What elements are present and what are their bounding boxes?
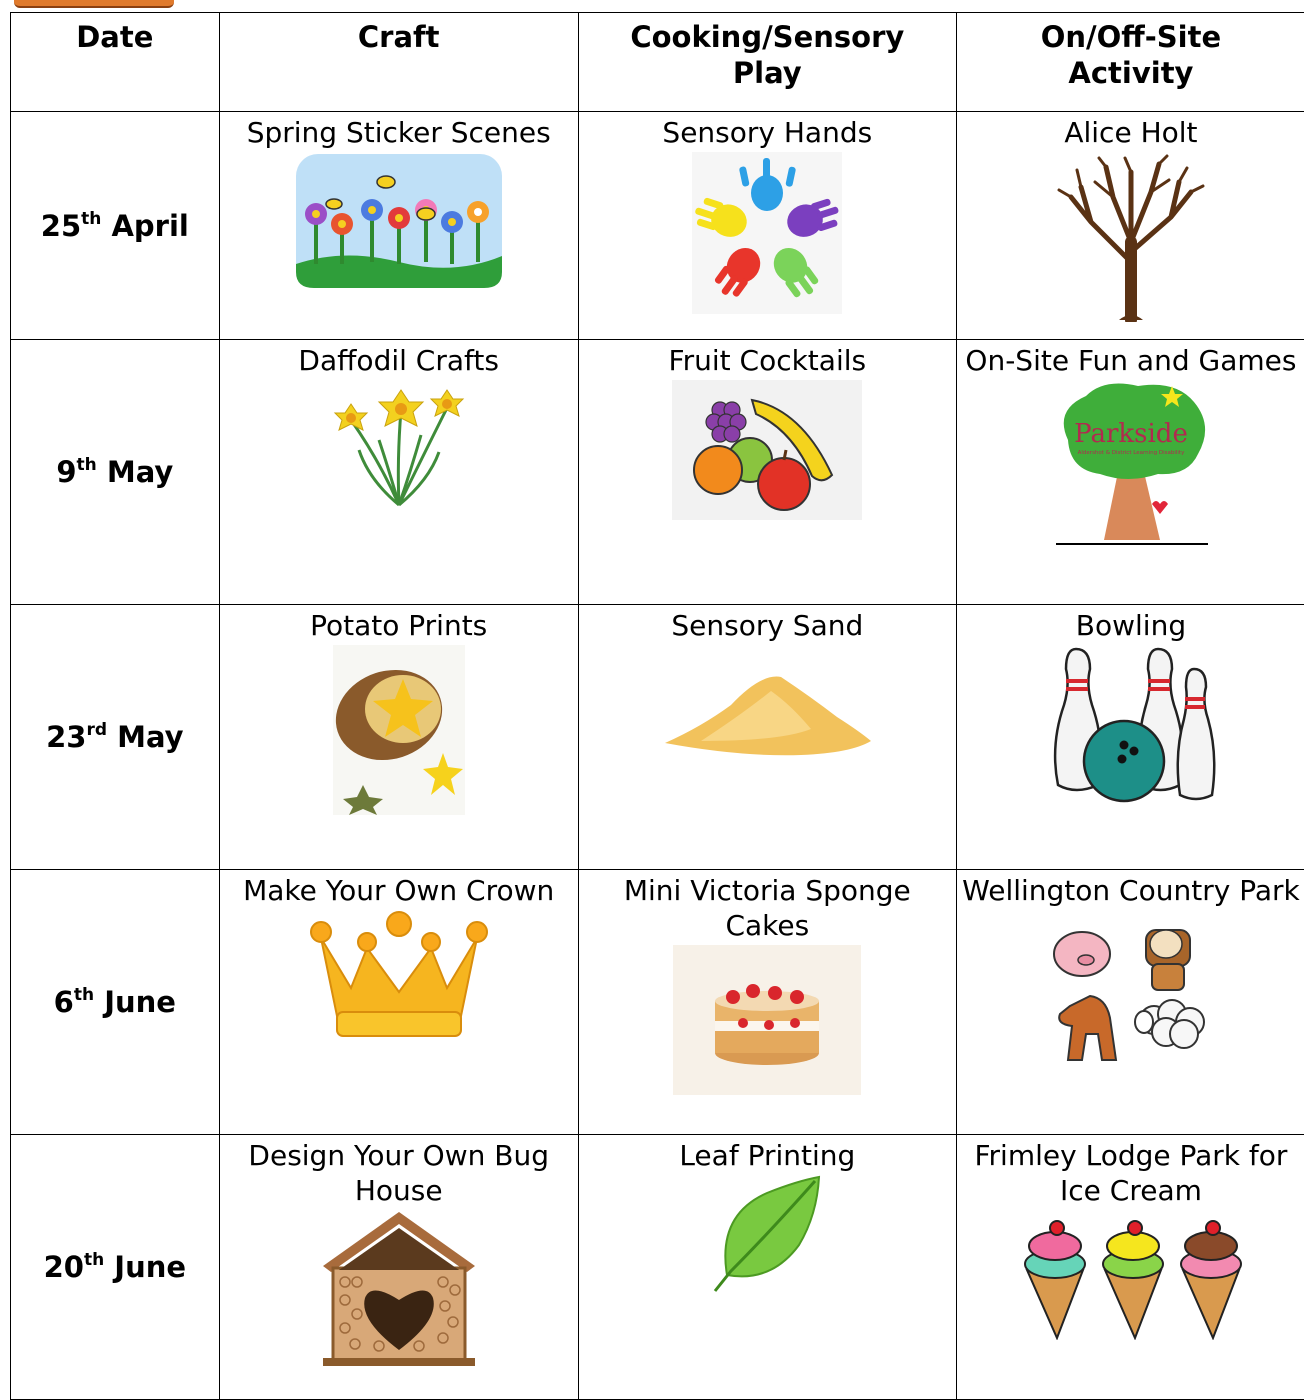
bare-tree-icon bbox=[1051, 152, 1211, 322]
cooking-cell bbox=[578, 340, 956, 605]
svg-text:Parkside: Parkside bbox=[1074, 419, 1188, 449]
table-row bbox=[11, 340, 1304, 605]
craft-title: Make Your Own Crown bbox=[220, 870, 578, 908]
sponge-cake-icon bbox=[673, 945, 861, 1095]
activity-title: Alice Holt bbox=[957, 112, 1304, 150]
cooking-cell bbox=[578, 112, 956, 340]
table-row bbox=[11, 605, 1304, 870]
activity-cell bbox=[956, 605, 1304, 870]
leaf-icon bbox=[707, 1175, 827, 1295]
activity-title: On-Site Fun and Games bbox=[957, 340, 1304, 378]
date-cell: 23rd May bbox=[11, 605, 220, 870]
activity-title: Bowling bbox=[957, 605, 1304, 643]
date-cell: 9th May bbox=[11, 340, 220, 605]
flower-meadow-icon bbox=[294, 152, 504, 292]
craft-cell bbox=[219, 870, 578, 1135]
activity-schedule-table bbox=[10, 12, 1304, 1400]
header-activity bbox=[956, 13, 1304, 112]
cooking-cell bbox=[578, 870, 956, 1135]
cooking-cell bbox=[578, 605, 956, 870]
date-cell: 20th June bbox=[11, 1135, 220, 1400]
craft-cell bbox=[219, 605, 578, 870]
header-activity-line2: Activity bbox=[1068, 56, 1193, 90]
date-cell: 6th June bbox=[11, 870, 220, 1135]
header-row bbox=[11, 13, 1304, 112]
header-craft: Craft bbox=[219, 13, 578, 112]
activity-title: Wellington Country Park bbox=[957, 870, 1304, 908]
craft-cell bbox=[219, 112, 578, 340]
header-date: Date bbox=[11, 13, 220, 112]
ice-cream-icon bbox=[1017, 1210, 1245, 1340]
daffodils-icon bbox=[329, 380, 469, 510]
craft-title: Spring Sticker Scenes bbox=[220, 112, 578, 150]
header-cooking-line2: Play bbox=[733, 56, 802, 90]
cooking-title: Sensory Sand bbox=[579, 605, 956, 643]
svg-text:Aldershot & District Learning: Aldershot & District Learning Disability bbox=[1078, 450, 1185, 456]
date-cell: 25th April bbox=[11, 112, 220, 340]
header-cooking-line1: Cooking/Sensory bbox=[630, 20, 904, 54]
activity-cell bbox=[956, 340, 1304, 605]
parkside-logo bbox=[1048, 380, 1214, 550]
corner-decoration bbox=[14, 0, 174, 8]
header-activity-line1: On/Off-Site bbox=[1041, 20, 1221, 54]
cooking-title: Fruit Cocktails bbox=[579, 340, 956, 378]
bug-house-icon bbox=[319, 1210, 479, 1370]
craft-cell bbox=[219, 340, 578, 605]
activity-cell bbox=[956, 1135, 1304, 1400]
craft-title: Potato Prints bbox=[220, 605, 578, 643]
craft-title: Design Your Own Bug House bbox=[220, 1135, 578, 1208]
crown-icon bbox=[309, 910, 489, 1040]
table-row bbox=[11, 870, 1304, 1135]
craft-title: Daffodil Crafts bbox=[220, 340, 578, 378]
potato-print-icon bbox=[333, 645, 465, 815]
bowling-icon bbox=[1046, 645, 1216, 805]
cooking-title: Sensory Hands bbox=[579, 112, 956, 150]
cooking-title: Leaf Printing bbox=[579, 1135, 956, 1173]
colourful-hands-icon bbox=[692, 152, 842, 314]
cooking-cell bbox=[578, 1135, 956, 1400]
farm-animals-icon bbox=[1046, 910, 1216, 1070]
activity-cell bbox=[956, 112, 1304, 340]
activity-title: Frimley Lodge Park for Ice Cream bbox=[957, 1135, 1304, 1208]
header-cooking bbox=[578, 13, 956, 112]
activity-cell bbox=[956, 870, 1304, 1135]
fruit-icon bbox=[672, 380, 862, 520]
table-row bbox=[11, 112, 1304, 340]
craft-cell bbox=[219, 1135, 578, 1400]
table-row bbox=[11, 1135, 1304, 1400]
sand-pile-icon bbox=[661, 645, 873, 795]
cooking-title: Mini Victoria Sponge Cakes bbox=[579, 870, 956, 943]
